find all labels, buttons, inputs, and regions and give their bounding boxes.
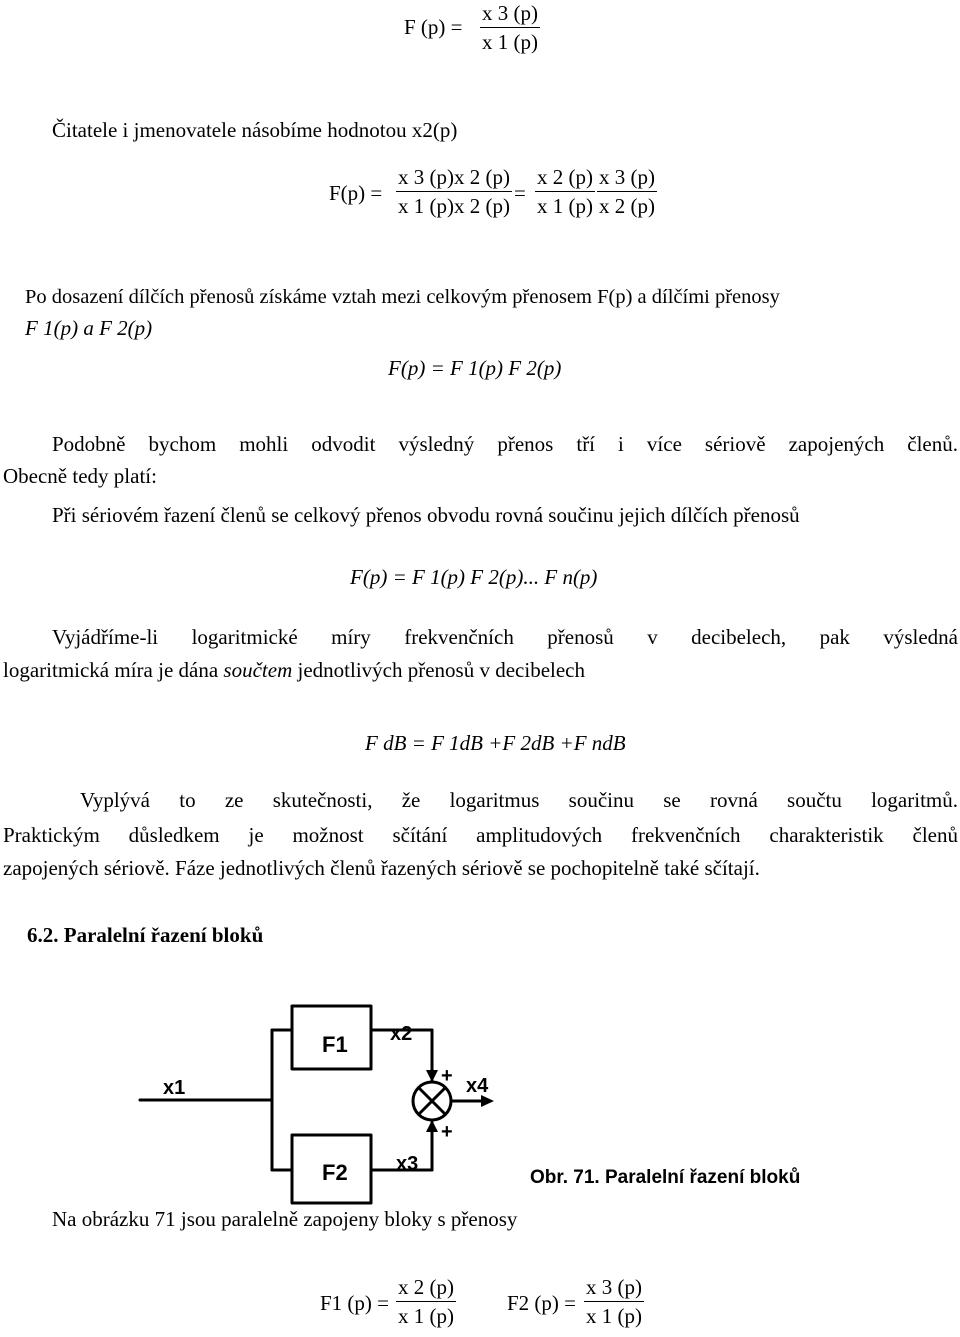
figure-caption: Obr. 71. Paralelní řazení bloků [530,1167,801,1188]
fraction-bar [597,191,657,192]
para-log-line1: Vyjádříme-li logaritmické míry frekvenčních přenosů v decibelech, pak výsledná [52,625,958,649]
eq-top-numerator: x 3 (p) [482,1,538,25]
eq-expand-frac2-num: x 2 (p) [537,165,593,189]
eq-f2-denominator: x 1 (p) [586,1304,642,1328]
eq-expand-frac1 [396,167,512,217]
para-multiply: Čitatele i jmenovatele násobíme hodnotou x2(p) [52,118,458,142]
eq-expand-frac2 [535,167,595,217]
eq-f1-numerator: x 2 (p) [398,1275,454,1299]
fraction-bar [396,191,512,192]
para-result-line1: Vyplývá to ze skutečnosti, že logaritmus součinu se rovná součtu logaritmů. [80,788,958,812]
para-result-line2: Praktickým důsledkem je možnost sčítání amplitudových frekvenčních charakteristik členů [3,823,958,847]
eq-product-n: F(p) = F 1(p) F 2(p)... F n(p) [350,565,598,589]
para-similar-line1: Podobně bychom mohli odvodit výsledný přenos tří i více sériově zapojených členů. [52,432,958,456]
eq-product-two: F(p) = F 1(p) F 2(p) [388,356,562,380]
eq-f1-lhs: F1 (p) = [320,1291,390,1315]
eq-expand-frac3-num: x 3 (p) [599,165,655,189]
eq-expand-lhs: F(p) = [329,181,383,205]
eq-f2-numerator: x 3 (p) [586,1275,642,1299]
para-log-line2 [3,660,585,681]
arrow-top [426,1070,438,1082]
eq-expand-frac3 [597,167,657,217]
para-blocks: Na obrázku 71 jsou paralelně zapojeny bloky s přenosy [52,1207,518,1231]
fraction-bar [480,27,540,28]
label-f1: F1 [322,1032,348,1057]
eq-f2-lhs: F2 (p) = [507,1291,577,1315]
fraction-bar [396,1301,456,1302]
para-log-line2-emphasis: součtem [223,658,293,682]
arrow-bottom [426,1120,438,1132]
para-substitute-line2: F 1(p) a F 2(p) [25,316,153,340]
eq-top-denominator: x 1 (p) [482,30,538,54]
label-plus-top: + [441,1065,453,1087]
eq-expand-frac3-den: x 2 (p) [599,194,655,218]
para-rule: Při sériovém řazení členů se celkový přenos obvodu rovná součinu jejich dílčích přenosů [52,503,800,527]
para-substitute-line1: Po dosazení dílčích přenosů získáme vztah mezi celkovým přenosem F(p) a dílčími přenosy [25,286,780,308]
eq-f1-denominator: x 1 (p) [398,1304,454,1328]
parallel-blocks-diagram [0,990,960,1220]
label-x2: x2 [390,1023,413,1045]
fraction-bar [535,191,595,192]
label-x3: x3 [396,1153,419,1175]
eq-expand-frac1-num: x 3 (p)x 2 (p) [398,165,510,189]
eq-expand-equals: = [514,181,526,205]
para-result-line3: zapojených sériově. Fáze jednotlivých členů řazených sériově se pochopitelně také sčítají. [3,856,760,880]
para-similar-line2: Obecně tedy platí: [3,464,157,488]
eq-db: F dB = F 1dB +F 2dB +F ndB [365,731,626,755]
label-x1: x1 [163,1077,186,1099]
eq-top-lhs: F (p) = [404,15,463,39]
label-plus-bottom: + [441,1121,453,1143]
eq-top-fraction [480,3,540,53]
para-log-line2-a: logaritmická míra je dána [3,658,219,682]
eq-f1-fraction [396,1277,456,1327]
eq-f2-fraction [584,1277,644,1327]
eq-expand-frac2-den: x 1 (p) [537,194,593,218]
fraction-bar [584,1301,644,1302]
label-x4: x4 [466,1075,489,1097]
eq-expand-frac1-den: x 1 (p)x 2 (p) [398,194,510,218]
section-heading: 6.2. Paralelní řazení bloků [27,923,264,947]
label-f2: F2 [322,1160,348,1185]
para-log-line2-b: jednotlivých přenosů v decibelech [297,658,585,682]
